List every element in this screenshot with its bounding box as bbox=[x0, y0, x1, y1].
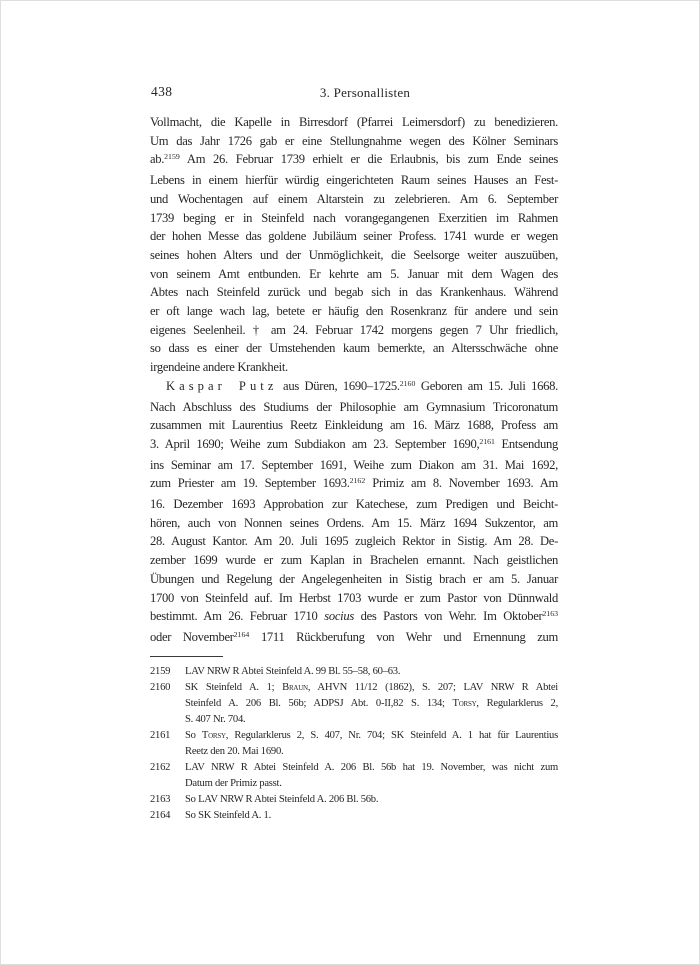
body-text-line: 3. April 1690; Weihe zum Subdiakon am 23. September 1690,$^{2161}$ Entsendung bbox=[150, 436, 558, 451]
body-text-line: hören, auch von Nonnen seines Ordens. Am 15. März 1694 Sukzentor, am bbox=[150, 515, 558, 530]
body-text-line: ab.$^{2159}$ Am 26. Februar 1739 erhielt er die Erlaubnis, bis zum Ende seines bbox=[150, 152, 558, 167]
footnote-number: 2159 bbox=[150, 666, 171, 677]
body-text-line: zember 1699 wurde er zum Kaplan in Brachelen ernannt. Nach geistlichen bbox=[150, 553, 558, 568]
footnote bbox=[150, 792, 558, 808]
footnote-number: 2160 bbox=[150, 682, 171, 693]
footnote-line: SK Steinfeld A. 1; Braun, AHVN 11/12 (1862), S. 207; LAV NRW R Abtei bbox=[185, 682, 558, 693]
footnote-ref: 2163 bbox=[542, 609, 559, 619]
body-text-line: Lebens in einem hierfür würdig eingerichteten Raum seines Hauses an Fest- bbox=[150, 173, 558, 188]
footnote-number: 2161 bbox=[150, 730, 171, 741]
body-text bbox=[150, 113, 558, 649]
body-text-line: 16. Dezember 1693 Approbation zur Katechese, zum Predigen und Beicht- bbox=[150, 497, 558, 512]
footnote-ref: 2160 bbox=[399, 378, 416, 388]
footnote-number: 2164 bbox=[150, 810, 171, 821]
footnote-line: Reetz den 20. Mai 1690. bbox=[185, 746, 284, 757]
running-header: 3. Personallisten bbox=[319, 84, 411, 100]
italic-term: socius bbox=[324, 609, 354, 624]
footnotes bbox=[150, 664, 558, 824]
footnote-ref: 2162 bbox=[349, 476, 366, 486]
footnote-line: Datum der Primiz passt. bbox=[185, 778, 282, 789]
footnote bbox=[150, 664, 558, 680]
footnote-line: So SK Steinfeld A. 1. bbox=[185, 810, 271, 821]
footnote-number: 2163 bbox=[150, 794, 171, 805]
body-text-line: 1700 von Steinfeld auf. Im Herbst 1703 wurde er zum Pastor von Dünnwald bbox=[150, 590, 558, 605]
footnote-line: LAV NRW R Abtei Steinfeld A. 206 Bl. 56b hat 19. November, was nicht zum bbox=[185, 762, 558, 773]
smallcaps-name: Torsy bbox=[452, 698, 477, 709]
body-text-line: bestimmt. Am 26. Februar 1710 socius des Pastors von Wehr. Im Oktober$^{2163}$ bbox=[150, 609, 559, 624]
footnote-separator bbox=[150, 656, 223, 657]
body-text-line: Um das Jahr 1726 gab er eine Stellungnahme wegen des Kölner Seminars bbox=[150, 133, 558, 148]
body-text-line: seines hohen Alters und der Unmöglichkeit, die Seelsorge weiter auszuüben, bbox=[150, 247, 558, 262]
body-text-line: zum Priester am 19. September 1693.$^{2162}$ Primiz am 8. November 1693. Am bbox=[150, 476, 558, 491]
body-text-line: so dass es einer der Umstehenden kaum bemerkte, an Altersschwäche ohne bbox=[150, 341, 558, 356]
body-text-line: oder November$^{2164}$ 1711 Rückberufung von Wehr und Ernennung zum bbox=[150, 629, 558, 644]
body-text-line: Übungen und Regelung der Angelegenheiten in Sistig brach er am 5. Januar bbox=[150, 571, 558, 586]
body-text-line: irgendeine andere Krankheit. bbox=[150, 360, 288, 375]
body-text-line: der hohen Messe das goldene Jubiläum seiner Profess. 1741 wurde er wegen bbox=[150, 229, 558, 244]
body-text-line: Vollmacht, die Kapelle in Birresdorf (Pfarrei Leimersdorf) zu benedizieren. bbox=[150, 115, 558, 129]
footnote bbox=[150, 728, 558, 760]
footnote-text bbox=[185, 680, 558, 728]
body-text-line: eigenes Seelenheil. † am 24. Februar 1742 morgens gegen 7 Uhr friedlich, bbox=[150, 322, 558, 337]
footnote-line: So Torsy, Regularklerus 2, S. 407, Nr. 704; SK Steinfeld A. 1 hat für Laurentius bbox=[185, 730, 558, 741]
footnote bbox=[150, 680, 558, 728]
body-text-line: ins Seminar am 17. September 1691, Weihe zum Diakon am 31. Mai 1692, bbox=[150, 457, 558, 472]
footnote-text bbox=[185, 728, 558, 760]
smallcaps-name: Torsy bbox=[201, 730, 226, 741]
body-text-line: 28. August Kantor. Am 20. Juli 1695 zugleich Rektor in Sistig. Am 28. De- bbox=[150, 534, 558, 549]
body-text-line: zusammen mit Laurentius Reetz Einkleidung am 16. März 1688, Profess am bbox=[150, 418, 558, 433]
footnote-line: So LAV NRW R Abtei Steinfeld A. 206 Bl. 56b. bbox=[185, 794, 379, 805]
person-name: Kaspar Putz bbox=[166, 378, 278, 393]
body-text-line: und Wochentagen auf einem Altarstein zu zelebrieren. Am 6. September bbox=[150, 191, 558, 206]
footnote-number: 2162 bbox=[150, 762, 171, 773]
footnote bbox=[150, 808, 558, 824]
body-text-line: Nach Abschluss des Studiums der Philosophie am Gymnasium Tricoronatum bbox=[150, 399, 558, 414]
footnote-ref: 2159 bbox=[164, 152, 180, 162]
footnote-text bbox=[185, 760, 558, 792]
page-number: 438 bbox=[151, 84, 173, 99]
footnote-ref: 2161 bbox=[479, 436, 495, 446]
body-text-line: 1739 beging er in Steinfeld nach vorangegangenen Exerzitien im Rahmen bbox=[150, 210, 558, 225]
footnote-text bbox=[185, 792, 558, 808]
body-text-line: er oft lange wach lag, betete er häufig den Rosenkranz für andere und sein bbox=[150, 304, 558, 319]
smallcaps-name: Braun bbox=[282, 682, 308, 693]
footnote-line: S. 407 Nr. 704. bbox=[185, 714, 246, 725]
footnote-line: LAV NRW R Abtei Steinfeld A. 99 Bl. 55–58, 60–63. bbox=[185, 666, 401, 677]
footnote-text bbox=[185, 664, 558, 680]
footnote-text bbox=[185, 808, 558, 824]
body-text-line: Kaspar Putz aus Düren, 1690–1725.$^{2160}$ Geboren am 15. Juli 1668. bbox=[166, 378, 558, 393]
footnote bbox=[150, 760, 558, 792]
footnote-line: Steinfeld A. 206 Bl. 56b; ADPSJ Abt. 0-II,82 S. 134; Torsy, Regularklerus 2, bbox=[185, 698, 558, 709]
body-text-line: von seinem Amt entbunden. Er kehrte am 5. Januar mit dem Wagen des bbox=[150, 266, 558, 281]
footnote-ref: 2164 bbox=[233, 629, 250, 639]
body-text-line: Abtes nach Steinfeld zurück und begab sich in das Krankenhaus. Während bbox=[150, 285, 558, 300]
